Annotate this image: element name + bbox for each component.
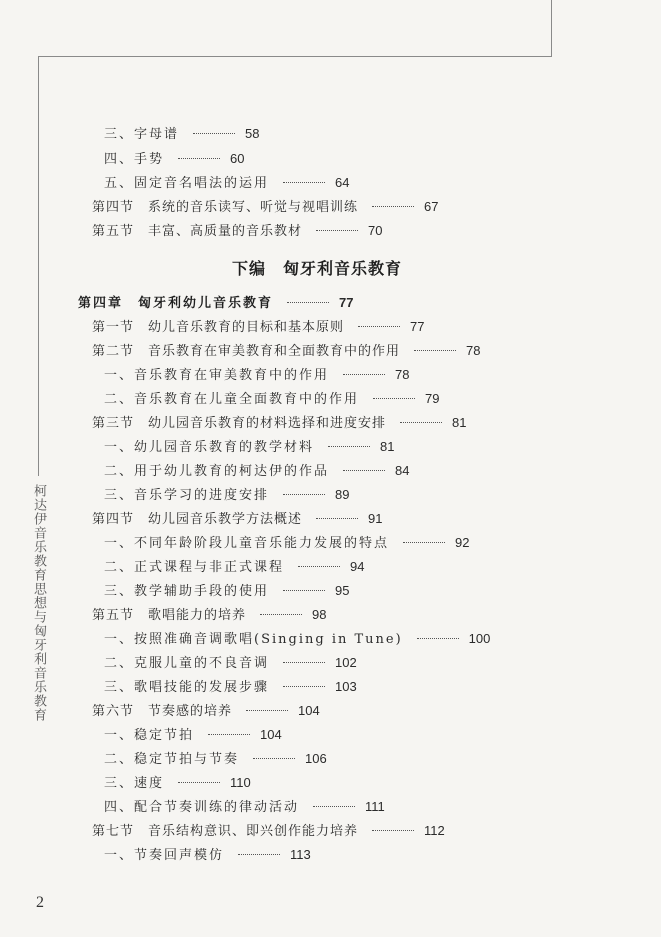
dot-leader [343,374,385,375]
toc-entry-title: 四、配合节奏训练的律动活动 [104,800,300,815]
dot-leader [246,710,288,711]
dot-leader [358,326,400,327]
toc-entry-title: 第二节 音乐教育在审美教育和全面教育中的作用 [92,344,401,359]
dot-leader [283,182,325,183]
toc-item-entry[interactable] [104,630,490,649]
toc-entry-title: 二、用于幼儿教育的柯达伊的作品 [104,464,330,479]
toc-entry-page: 111 [365,799,385,814]
dot-leader [178,158,220,159]
toc-item-entry[interactable] [104,462,409,481]
toc-entry-title: 一、稳定节拍 [104,728,195,743]
toc-entry-page: 81 [452,415,467,430]
dot-leader [283,494,325,495]
toc-entry-page: 110 [230,775,251,790]
toc-entry-page: 106 [305,751,327,766]
toc-entry-title: 四、手势 [104,152,165,167]
dot-leader [372,830,414,831]
dot-leader [403,542,445,543]
page-number: 2 [36,894,44,911]
top-frame-box [38,0,552,57]
toc-item-entry[interactable] [104,774,251,793]
toc-entry-page: 77 [339,295,354,310]
toc-entry-page: 112 [424,823,445,838]
toc-item-entry[interactable] [104,750,327,769]
toc-entry-title: 一、音乐教育在审美教育中的作用 [104,368,330,383]
dot-leader [298,566,340,567]
toc-entry-title: 三、字母谱 [104,127,180,142]
left-frame-rule [38,56,39,476]
toc-entry-title: 一、不同年龄阶段儿童音乐能力发展的特点 [104,536,390,551]
toc-section-entry[interactable] [92,822,445,841]
toc-entry-title: 第五节 丰富、高质量的音乐教材 [92,224,303,239]
dot-leader [400,422,442,423]
toc-section-entry[interactable] [92,702,320,721]
toc-item-entry[interactable] [104,174,349,193]
toc-entry-page: 94 [350,559,365,574]
dot-leader [208,734,250,735]
toc-item-entry[interactable] [104,534,469,553]
toc-entry-title: 一、按照准确音调歌唱(Singing in Tune) [104,632,403,647]
dot-leader [287,302,329,303]
toc-entry-page: 58 [245,126,260,141]
toc-entry-page: 102 [335,655,357,670]
toc-item-entry[interactable] [104,390,439,409]
toc-entry-title: 三、音乐学习的进度安排 [104,488,270,503]
dot-leader [373,398,415,399]
toc-entry-title: 一、幼儿园音乐教育的教学材料 [104,440,315,455]
toc-entry-title: 第七节 音乐结构意识、即兴创作能力培养 [92,824,359,839]
toc-entry-page: 98 [312,607,327,622]
toc-entry-title: 二、克服儿童的不良音调 [104,656,270,671]
dot-leader [253,758,295,759]
toc-entry-title: 三、速度 [104,776,165,791]
toc-item-entry[interactable] [104,654,357,673]
dot-leader [343,470,385,471]
toc-section-entry[interactable] [92,414,466,433]
toc-entry-title: 第五节 歌唱能力的培养 [92,608,247,623]
toc-section-entry[interactable] [92,342,480,361]
toc-entry-page: 92 [455,535,470,550]
toc-item-entry[interactable] [104,798,385,817]
toc-entry-page: 89 [335,487,350,502]
dot-leader [283,590,325,591]
toc-item-entry[interactable] [104,438,394,457]
toc-entry-title: 三、歌唱技能的发展步骤 [104,680,270,695]
toc-entry-title: 第三节 幼儿园音乐教育的材料选择和进度安排 [92,416,387,431]
toc-entry-page: 79 [425,391,440,406]
running-title-vertical: 柯达伊音乐教育思想与匈牙利音乐教育 [31,484,46,722]
toc-section-entry[interactable] [92,198,438,217]
toc-entry-page: 67 [424,199,439,214]
dot-leader [313,806,355,807]
toc-entry-title: 第四节 系统的音乐读写、听觉与视唱训练 [92,200,359,215]
toc-entry-title: 第四章 匈牙利幼儿音乐教育 [78,296,274,311]
toc-entry-page: 91 [368,511,383,526]
toc-entry-title: 五、固定音名唱法的运用 [104,176,270,191]
dot-leader [238,854,280,855]
toc-item-entry[interactable] [104,486,349,505]
toc-entry-page: 81 [380,439,395,454]
part-heading-text: 下编 匈牙利音乐教育 [232,259,403,278]
toc-entry-page: 95 [335,583,350,598]
toc-entry-title: 二、正式课程与非正式课程 [104,560,285,575]
toc-entry-title: 第一节 幼儿音乐教育的目标和基本原则 [92,320,345,335]
toc-entry-page: 103 [335,679,357,694]
toc-entry-page: 64 [335,175,350,190]
toc-item-entry[interactable] [104,125,259,144]
toc-entry-title: 二、稳定节拍与节奏 [104,752,240,767]
toc-entry-title: 一、节奏回声模仿 [104,848,225,863]
dot-leader [414,350,456,351]
dot-leader [283,686,325,687]
toc-item-entry[interactable] [104,582,349,601]
toc-item-entry[interactable] [104,846,311,865]
dot-leader [417,638,459,639]
toc-entry-page: 77 [410,319,425,334]
toc-section-entry[interactable] [92,318,424,337]
dot-leader [178,782,220,783]
toc-entry-page: 70 [368,223,383,238]
dot-leader [283,662,325,663]
toc-entry-page: 60 [230,151,245,166]
toc-entry-page: 84 [395,463,410,478]
dot-leader [193,133,235,134]
toc-item-entry[interactable] [104,558,364,577]
toc-entry-title: 第六节 节奏感的培养 [92,704,233,719]
toc-item-entry[interactable] [104,150,244,169]
toc-entry-page: 78 [466,343,481,358]
toc-item-entry[interactable] [104,678,357,697]
toc-entry-page: 100 [468,631,491,646]
toc-section-entry[interactable] [92,606,326,625]
toc-section-entry[interactable] [92,510,382,529]
dot-leader [316,230,358,231]
toc-entry-page: 104 [298,703,320,718]
toc-section-entry[interactable] [92,222,382,241]
dot-leader [260,614,302,615]
dot-leader [328,446,370,447]
toc-entry-title: 二、音乐教育在儿童全面教育中的作用 [104,392,360,407]
toc-entry-title: 第四节 幼儿园音乐教学方法概述 [92,512,303,527]
toc-entry-page: 113 [290,847,311,862]
dot-leader [316,518,358,519]
toc-item-entry[interactable] [104,366,409,385]
toc-entry-title: 三、教学辅助手段的使用 [104,584,270,599]
toc-entry-page: 78 [395,367,410,382]
toc-entry-page: 104 [260,727,282,742]
toc-chapter-entry[interactable] [78,294,353,313]
toc-item-entry[interactable] [104,726,282,745]
dot-leader [372,206,414,207]
